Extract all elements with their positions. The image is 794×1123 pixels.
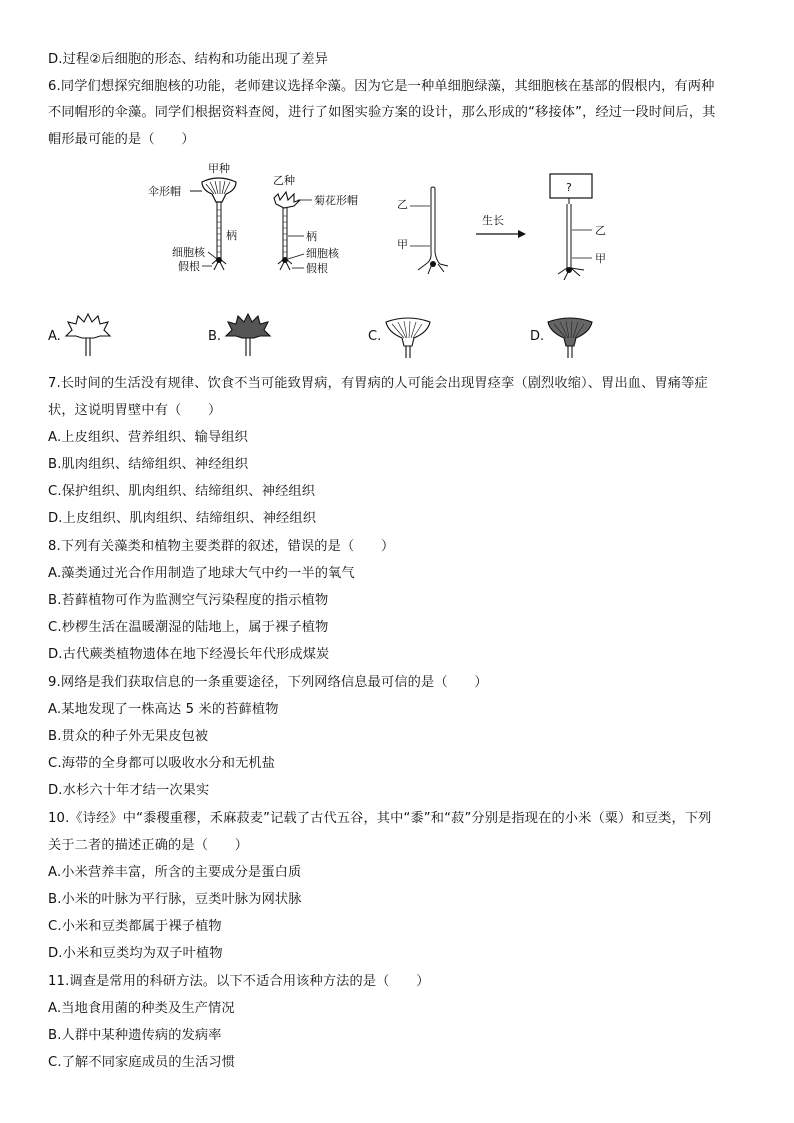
question-10-stem-1: 10.《诗经》中“黍稷重穋，禾麻菽麦”记载了古代五谷，其中“黍”和“菽”分别是指现在的小米（粟）和豆类，下列 bbox=[48, 811, 712, 826]
question-10-option-b: B.小米的叶脉为平行脉，豆类叶脉为网状脉 bbox=[48, 892, 302, 907]
option-a-letter: A. bbox=[48, 329, 61, 344]
question-10-option-a: A.小米营养丰富，所含的主要成分是蛋白质 bbox=[48, 865, 302, 880]
question-8-stem: 8.下列有关藻类和植物主要类群的叙述，错误的是（ ） bbox=[48, 539, 395, 554]
question-11-stem: 11.调查是常用的科研方法。以下不适合用该种方法的是（ ） bbox=[48, 974, 430, 989]
question-6-stem-1: 6.同学们想探究细胞核的功能，老师建议选择伞藻。因为它是一种单细胞绿藻，其细胞核在基部的假根内，有两种 bbox=[48, 79, 715, 94]
umbrella-cap-icon bbox=[202, 178, 236, 202]
option-d-letter: D. bbox=[530, 329, 545, 344]
question-8-option-a: A.藻类通过光合作用制造了地球大气中约一半的氧气 bbox=[48, 566, 355, 581]
label-chrysanthemum-cap: 菊花形帽 bbox=[314, 194, 358, 207]
label-stalk-b: 柄 bbox=[306, 230, 317, 243]
question-7-option-d: D.上皮组织、肌肉组织、结缔组织、神经组织 bbox=[48, 511, 317, 526]
question-6-stem-3: 帽形最可能的是（ ） bbox=[48, 132, 195, 147]
label-question: ? bbox=[566, 181, 572, 194]
label-yi-1: 乙 bbox=[397, 198, 408, 211]
question-8-option-c: C.杪椤生活在温暖潮湿的陆地上，属于裸子植物 bbox=[48, 620, 329, 635]
question-7-stem-2: 状，这说明胃壁中有（ ） bbox=[48, 403, 222, 418]
umbrella-cap-outline-icon bbox=[382, 312, 434, 360]
label-rhizoid-a: 假根 bbox=[178, 260, 200, 273]
chrysanthemum-cap-outline-icon bbox=[62, 312, 114, 360]
option-b-letter: B. bbox=[208, 329, 222, 344]
question-7-stem-1: 7.长时间的生活没有规律、饮食不当可能致胃病，有胃病的人可能会出现胃痉挛（剧烈收缩）、胃出血、胃痛等症 bbox=[48, 376, 708, 391]
question-7-option-b: B.肌肉组织、结缔组织、神经组织 bbox=[48, 457, 249, 472]
umbrella-cap-shaded-icon bbox=[544, 312, 596, 360]
question-10-option-d: D.小米和豆类均为双子叶植物 bbox=[48, 946, 223, 961]
acetabularia-figure bbox=[140, 160, 660, 285]
label-species-b: 乙种 bbox=[273, 174, 295, 187]
option-d-prev: D.过程②后细胞的形态、结构和功能出现了差异 bbox=[48, 52, 329, 67]
label-yi-2: 乙 bbox=[595, 224, 606, 237]
question-7-option-c: C.保护组织、肌肉组织、结缔组织、神经组织 bbox=[48, 484, 316, 499]
question-6-stem-2: 不同帽形的伞藻。同学们根据资料查阅，进行了如图实验方案的设计，那么形成的“移接体”，经过一段时间后，其 bbox=[48, 105, 716, 120]
question-11-option-a: A.当地食用菌的种类及生产情况 bbox=[48, 1001, 235, 1016]
option-c-letter: C. bbox=[368, 329, 382, 344]
question-10-stem-2: 关于二者的描述正确的是（ ） bbox=[48, 838, 249, 853]
question-9-option-b: B.贯众的种子外无果皮包被 bbox=[48, 729, 209, 744]
chrysanthemum-cap-shaded-icon bbox=[222, 312, 274, 360]
label-species-a: 甲种 bbox=[208, 162, 230, 175]
question-8-option-d: D.古代蕨类植物遗体在地下经漫长年代形成煤炭 bbox=[48, 647, 330, 662]
label-nucleus-a: 细胞核 bbox=[172, 246, 205, 259]
question-9-option-c: C.海带的全身都可以吸收水分和无机盐 bbox=[48, 756, 276, 771]
label-jia-2: 甲 bbox=[595, 252, 606, 265]
label-nucleus-b: 细胞核 bbox=[306, 247, 339, 260]
question-9-stem: 9.网络是我们获取信息的一条重要途径，下列网络信息最可信的是（ ） bbox=[48, 675, 488, 690]
chrysanthemum-cap-icon bbox=[274, 192, 300, 208]
label-stalk-a: 柄 bbox=[226, 229, 237, 242]
question-11-option-b: B.人群中某种遗传病的发病率 bbox=[48, 1028, 222, 1043]
question-9-option-d: D.水杉六十年才结一次果实 bbox=[48, 783, 210, 798]
question-11-option-c: C.了解不同家庭成员的生活习惯 bbox=[48, 1055, 236, 1070]
question-7-option-a: A.上皮组织、营养组织、输导组织 bbox=[48, 430, 249, 445]
label-jia-1: 甲 bbox=[397, 238, 408, 251]
question-10-option-c: C.小米和豆类都属于裸子植物 bbox=[48, 919, 222, 934]
label-umbrella-cap: 伞形帽 bbox=[148, 185, 181, 198]
label-rhizoid-b: 假根 bbox=[306, 262, 328, 275]
question-9-option-a: A.某地发现了一株高达 5 米的苔藓植物 bbox=[48, 702, 279, 717]
label-grow: 生长 bbox=[482, 214, 504, 227]
question-8-option-b: B.苔藓植物可作为监测空气污染程度的指示植物 bbox=[48, 593, 329, 608]
